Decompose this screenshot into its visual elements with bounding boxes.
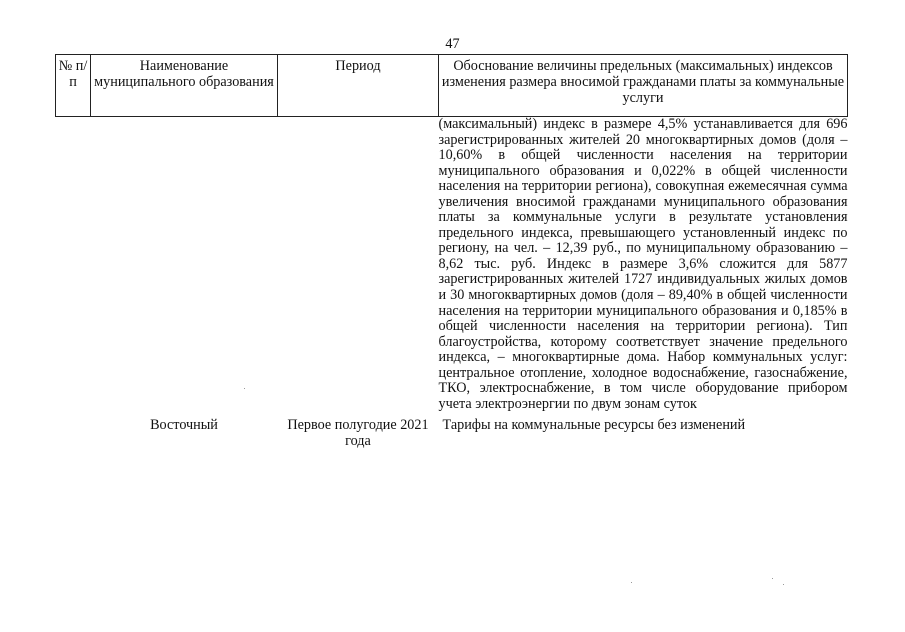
scan-speck	[783, 584, 784, 585]
scan-speck	[244, 388, 245, 389]
row-municipality: Восточный	[150, 417, 218, 434]
cell-empty	[56, 117, 91, 413]
scan-speck	[772, 578, 773, 579]
row-num	[56, 413, 91, 450]
cell-empty	[91, 117, 278, 413]
row-justification: Тарифы на коммунальные ресурсы без изменений	[442, 417, 746, 434]
table-row	[56, 413, 848, 450]
cell-empty	[278, 117, 439, 413]
scan-speck	[631, 582, 632, 583]
header-municipality: Наименование муниципального образования	[91, 55, 278, 117]
row-period: Первое полугодие 2021 года	[287, 417, 429, 450]
header-num: № п/п	[56, 55, 91, 117]
tariff-justification-table	[55, 54, 848, 449]
page-number: 47	[445, 36, 460, 52]
table-row-continuation	[56, 117, 848, 413]
header-justification: Обоснование величины предельных (максимальных) индексов изменения размера вносимой гражданами платы за коммунальные услуги	[439, 55, 848, 117]
header-period: Период	[278, 55, 439, 117]
table-header-row	[56, 55, 848, 117]
continuation-justification-text: (максимальный) индекс в размере 4,5% устанавливается для 696 зарегистрированных жителей 20 многоквартирных домов (доля – 10,60% в общей численности населения на территории муниципального образования и 0,022% в общей численности населения на территории региона), совокупная ежемесячная сумма увеличения вносимой гражданами муниципального образования платы за коммунальные услуги в результате установления предельного индекса, превышающего установленный индекс по региону, на чел. – 12,39 руб., по муниципальному образованию – 8,62 тыс. руб. Индекс в размере 3,6% сложится для 5877 зарегистрированных жителей 1727 индивидуальных жилых домов и 30 многоквартирных домов (доля – 89,40% в общей численности населения на территории муниципального образования и 0,185% в общей численности населения на территории региона). Тип благоустройства, которому соответствует значение предельного индекса, – многоквартирные дома. Набор коммунальных услуг: центральное отопление, холодное водоснабжение, газоснабжение, ТКО, электроснабжение, в том числе оборудование прибором учета электроэнергии по двум зонам суток	[438, 116, 848, 412]
